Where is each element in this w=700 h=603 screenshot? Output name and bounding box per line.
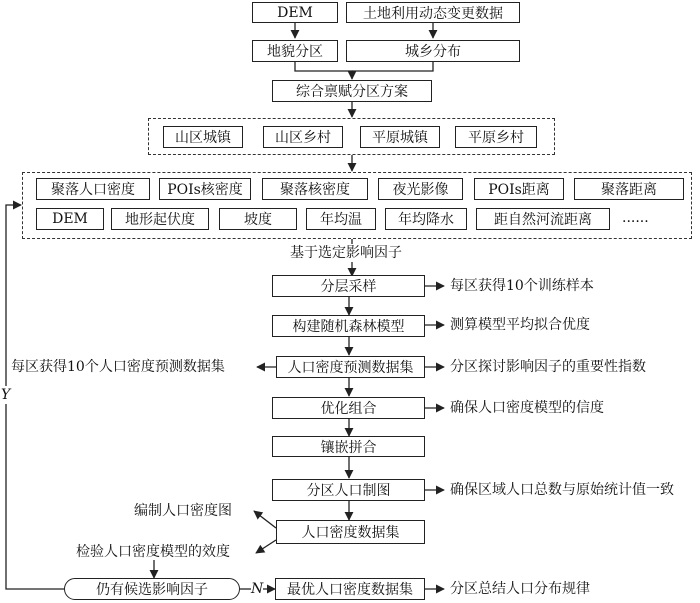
factor-box: POIs距离 [474,178,564,200]
factor-box: 地形起伏度 [111,208,209,230]
factor-box: DEM [36,208,104,230]
note-importance: 分区探讨影响因子的重要性指数 [450,359,646,375]
no-label: N [251,581,264,597]
note-summary: 分区总结人口分布规律 [450,581,590,597]
factor-box: 聚落距离 [574,178,684,200]
factor-box: 坡度 [219,208,297,230]
optimal-dataset-box: 最优人口密度数据集 [275,578,425,600]
note-compile-map: 编制人口密度图 [134,503,232,519]
terrain-zone-box: 地貌分区 [252,40,338,62]
note-prediction-sets: 每区获得10个人口密度预测数据集 [11,359,225,375]
factor-box: 距自然河流距离 [476,208,610,230]
zone-mountain-town: 山区城镇 [163,126,243,148]
factor-box: 年均降水 [385,208,467,230]
candidate-factors-box: 仍有候选影响因子 [64,578,240,600]
note-reliability: 确保人口密度模型的信度 [450,400,604,416]
density-dataset-box: 人口密度数据集 [276,520,425,544]
factor-box: POIs核密度 [159,178,251,200]
zone-mountain-village: 山区乡村 [263,126,343,148]
note-fit: 测算模型平均拟合优度 [450,317,590,333]
land-use-box: 土地利用动态变更数据 [346,2,520,23]
note-validate: 检验人口密度模型的效度 [76,544,230,560]
factor-box: 聚落人口密度 [36,178,150,200]
urban-rural-box: 城乡分布 [346,40,520,62]
zone-plain-village: 平原乡村 [455,126,537,148]
note-consistency: 确保区域人口总数与原始统计值一致 [450,482,674,498]
mosaic-box: 镶嵌拼合 [272,436,425,457]
more-factors-ellipsis: ...... [622,210,649,226]
yes-label: Y [1,387,11,403]
density-prediction-box: 人口密度预测数据集 [276,356,425,378]
dem-box: DEM [252,2,338,23]
optimize-box: 优化组合 [272,397,425,419]
stratified-sampling-box: 分层采样 [272,275,425,297]
random-forest-box: 构建随机森林模型 [272,315,425,337]
factor-box: 年均温 [306,208,376,230]
zonal-map-box: 分区人口制图 [272,479,425,501]
zoning-scheme-box: 综合禀赋分区方案 [272,80,432,102]
selected-factors-label: 基于选定影响因子 [290,245,402,261]
factor-box: 聚落核密度 [262,178,368,200]
zone-plain-town: 平原城镇 [360,126,440,148]
factor-box: 夜光影像 [378,178,463,200]
note-samples: 每区获得10个训练样本 [450,278,594,294]
